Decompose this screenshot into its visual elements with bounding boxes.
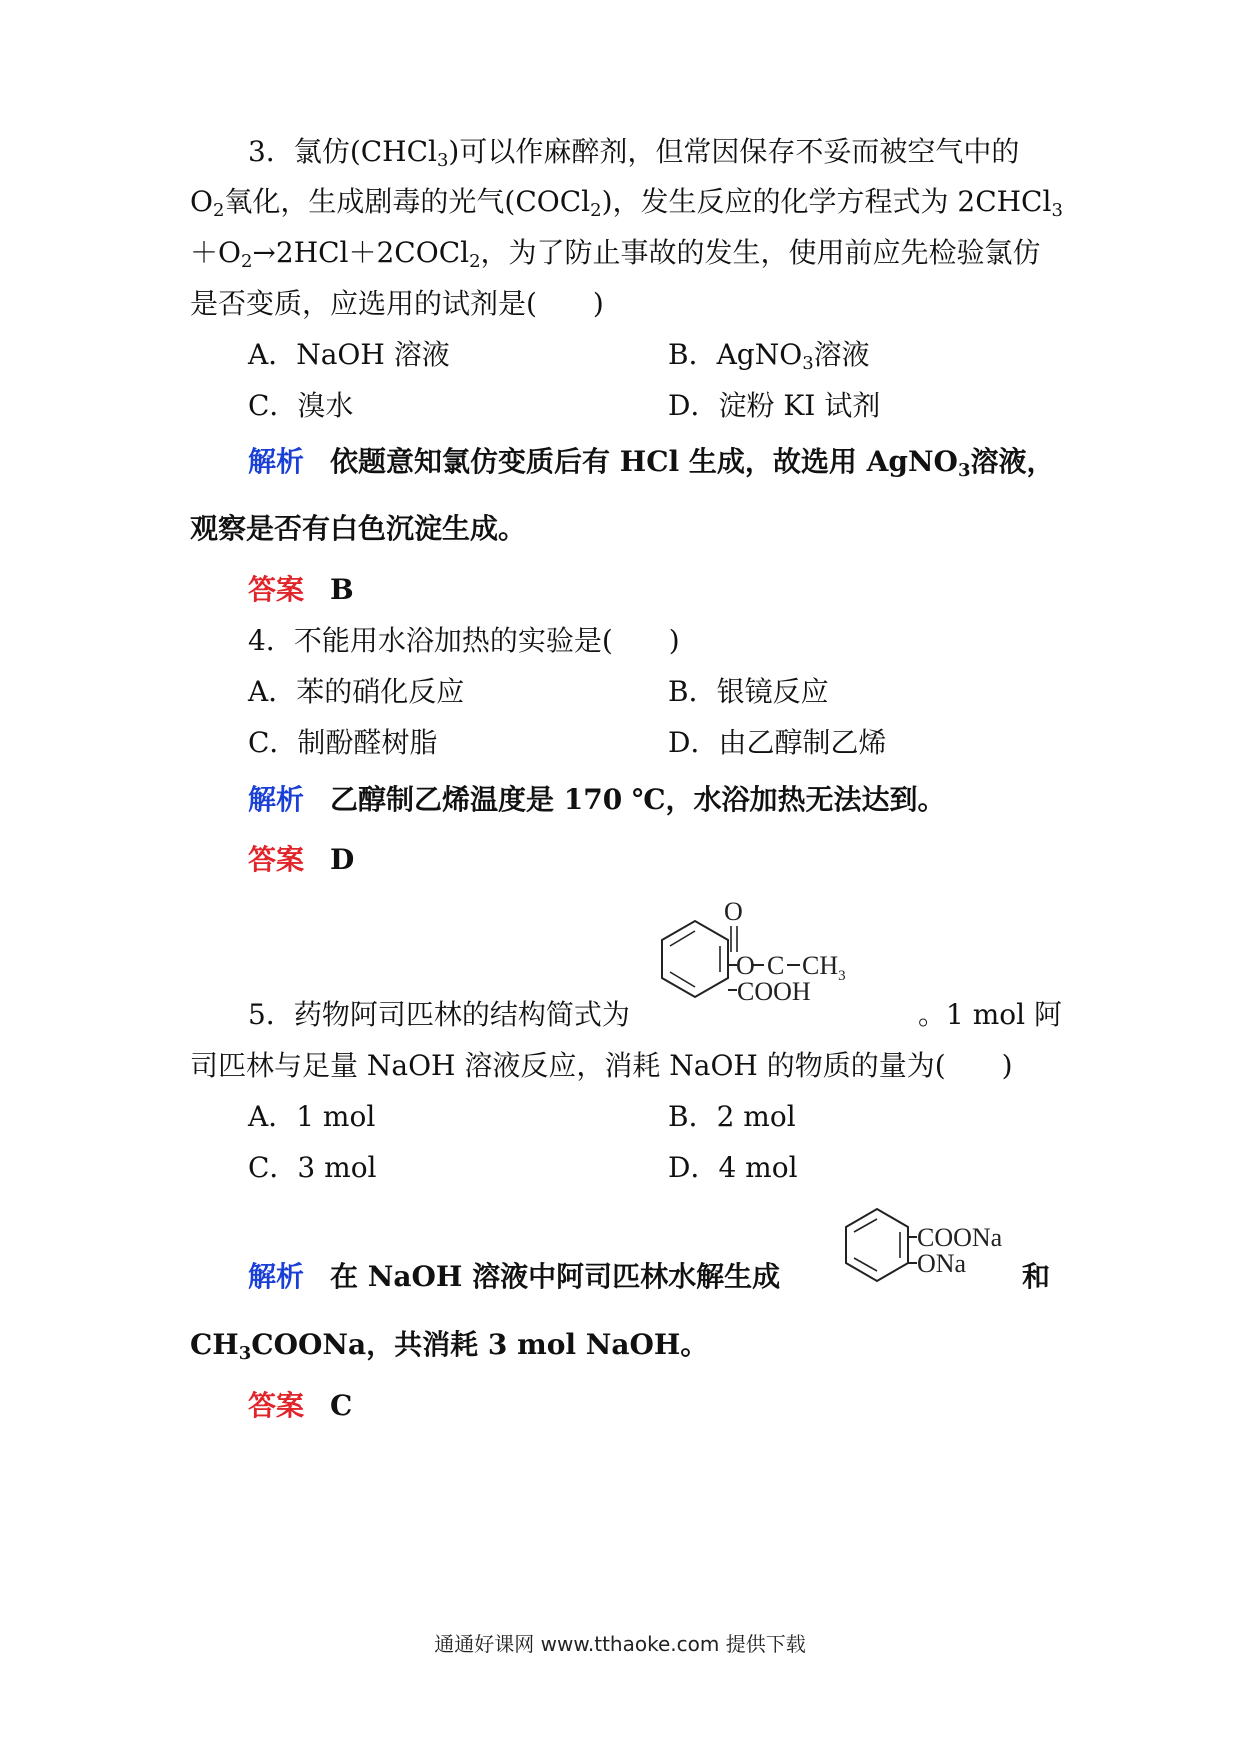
page-footer: 通通好课网 www.tthaoke.com 提供下载 (434, 1632, 806, 1656)
aspirin-o-link: O (736, 951, 755, 980)
aspirin-cooh: COOH (737, 977, 811, 1006)
product-coona: COONa (917, 1223, 1003, 1252)
answer-label: 答案 (248, 573, 305, 606)
q3-stem-line3: $+O_2\to 2HCl+2COCl_2$，为了防止事故的发生，使用前应先检验氯仿 (190, 236, 1041, 272)
answer-label: 答案 (248, 843, 305, 876)
q5-option-b: B．2 mol (668, 1100, 796, 1133)
answer-label: 答案 (248, 1389, 305, 1422)
q5-option-a: A．1 mol (248, 1100, 376, 1133)
q3-stem-line1: 3．氯仿(CHCl$_3$)可以作麻醉剂，但常因保存不妥而被空气中的 (248, 135, 1020, 171)
q3-analysis-line1: 解析 依题意知氯仿变质后有 HCl 生成，故选用 AgNO$_3$溶液， (248, 445, 1055, 481)
q4-analysis: 解析 乙醇制乙烯温度是 170 ℃，水浴加热无法达到。 (248, 783, 946, 816)
q3-option-a: A．NaOH 溶液 (248, 338, 450, 371)
aspirin-structure (640, 890, 900, 1030)
q5-option-d: D．4 mol (668, 1151, 798, 1184)
q3-option-d: D．淀粉 KI 试剂 (668, 389, 881, 422)
aspirin-ch3: $CH_3$ (802, 951, 846, 984)
q3-option-b: B．AgNO$_3$溶液 (668, 338, 870, 374)
q5-analysis-line1b: 和 (1022, 1260, 1051, 1293)
q3-stem-line2: $O_2$氧化，生成剧毒的光气(COCl$_2$)，发生反应的化学方程式为 2CHCl$_3$ (190, 185, 1063, 221)
aspirin-o-top: O (724, 897, 743, 926)
q5-option-c: C．3 mol (248, 1151, 377, 1184)
analysis-label: 解析 (248, 445, 305, 478)
q4-option-b: B．银镜反应 (668, 675, 829, 708)
q5-stem-line1a: 5．药物阿司匹林的结构简式为 (248, 998, 630, 1031)
analysis-label: 解析 (248, 783, 305, 816)
sodium-salicylate-structure (820, 1195, 1040, 1305)
aspirin-c: C (767, 951, 785, 980)
q3-option-c: C．溴水 (248, 389, 354, 422)
q3-analysis-line2: 观察是否有白色沉淀生成。 (190, 512, 527, 545)
q3-stem-line4: 是否变质，应选用的试剂是( ) (190, 287, 604, 320)
q4-answer: 答案 D (248, 843, 355, 876)
q4-stem: 4．不能用水浴加热的实验是( ) (248, 624, 680, 657)
q5-analysis-line2: $CH_3COONa$，共消耗 3 mol NaOH。 (190, 1328, 709, 1364)
q3-answer: 答案 B (248, 573, 354, 606)
q4-option-c: C．制酚醛树脂 (248, 726, 438, 759)
q5-stem-line2: 司匹林与足量 NaOH 溶液反应，消耗 NaOH 的物质的量为( ) (190, 1049, 1013, 1082)
q5-analysis-line1a: 解析 在 NaOH 溶液中阿司匹林水解生成 (248, 1260, 781, 1293)
q4-option-a: A．苯的硝化反应 (248, 675, 465, 708)
product-ona: ONa (917, 1249, 967, 1278)
q4-option-d: D．由乙醇制乙烯 (668, 726, 887, 759)
q5-answer: 答案 C (248, 1389, 353, 1422)
q5-stem-line1b: 。1 mol 阿 (918, 998, 1062, 1031)
analysis-label: 解析 (248, 1260, 305, 1293)
